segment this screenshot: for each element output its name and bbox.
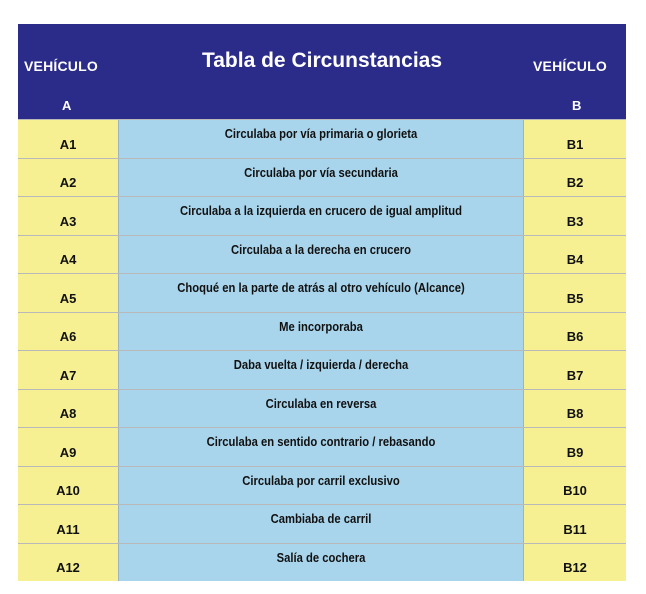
circumstance-text: Cambiaba de carril	[270, 512, 372, 526]
vehicle-a-code-cell	[18, 274, 118, 312]
vehicle-b-code-cell	[524, 351, 626, 389]
vehicle-b-code-cell	[524, 544, 626, 582]
vehicle-b-code: B11	[563, 521, 587, 537]
table-row	[18, 158, 626, 197]
vehicle-b-code: B7	[566, 367, 584, 383]
vehicle-b-letter: B	[572, 98, 582, 113]
vehicle-b-code: B3	[566, 213, 584, 229]
vehicle-b-code-cell	[524, 159, 626, 197]
vehicle-b-header: VEHÍCULO	[533, 58, 607, 74]
circumstance-cell	[118, 236, 524, 274]
circumstance-text: Me incorporaba	[279, 319, 363, 334]
vehicle-b-code-cell	[524, 467, 626, 505]
table-body	[18, 119, 626, 581]
circumstance-text: Circulaba por vía primaria o glorieta	[224, 127, 418, 141]
vehicle-b-code-cell	[524, 236, 626, 274]
table-row	[18, 466, 626, 505]
vehicle-a-code: A5	[59, 290, 77, 306]
vehicle-a-code: A4	[59, 252, 77, 267]
circumstance-cell	[118, 390, 524, 428]
vehicle-a-code: A10	[56, 483, 80, 498]
circumstance-cell	[118, 197, 524, 235]
circumstance-text: Circulaba a la izquierda en crucero de igual amplitud	[180, 204, 462, 218]
circumstance-text: Salía de cochera	[276, 550, 366, 565]
circumstance-cell	[118, 351, 524, 389]
vehicle-a-code-cell	[18, 313, 118, 351]
table-row	[18, 273, 626, 312]
circumstance-text: Circulaba por carril exclusivo	[242, 473, 400, 488]
vehicle-b-code: B1	[566, 136, 584, 152]
table-row	[18, 543, 626, 582]
circumstance-cell	[118, 467, 524, 505]
vehicle-a-code: A9	[59, 444, 77, 460]
circumstance-text: Circulaba en reversa	[265, 396, 377, 411]
table-row	[18, 119, 626, 158]
vehicle-b-code: B5	[566, 290, 584, 306]
vehicle-b-code: B4	[566, 252, 584, 267]
circumstance-cell	[118, 274, 524, 312]
circumstance-cell	[118, 428, 524, 466]
table-row	[18, 504, 626, 543]
table-header	[18, 24, 626, 119]
vehicle-b-code-cell	[524, 428, 626, 466]
vehicle-a-code-cell	[18, 544, 118, 582]
circumstance-cell	[118, 544, 524, 582]
vehicle-a-code: A1	[59, 136, 77, 152]
circumstance-text: Circulaba a la derecha en crucero	[230, 242, 412, 257]
vehicle-a-code-cell	[18, 236, 118, 274]
table-row	[18, 389, 626, 428]
vehicle-b-code-cell	[524, 120, 626, 158]
vehicle-a-code-cell	[18, 428, 118, 466]
table-row	[18, 196, 626, 235]
circumstance-cell	[118, 120, 524, 158]
vehicle-b-code-cell	[524, 197, 626, 235]
vehicle-a-code-cell	[18, 159, 118, 197]
vehicle-a-code-cell	[18, 120, 118, 158]
circumstance-text: Circulaba por vía secundaria	[244, 165, 398, 180]
table-row	[18, 235, 626, 274]
vehicle-b-code-cell	[524, 274, 626, 312]
table-row	[18, 312, 626, 351]
vehicle-a-code: A2	[59, 175, 77, 190]
circumstance-text: Daba vuelta / izquierda / derecha	[233, 358, 409, 372]
circumstance-cell	[118, 159, 524, 197]
table-title: Tabla de Circunstancias	[201, 49, 443, 72]
vehicle-a-code: A6	[59, 329, 77, 344]
vehicle-b-code-cell	[524, 313, 626, 351]
vehicle-a-code-cell	[18, 505, 118, 543]
circumstances-table	[18, 24, 626, 594]
vehicle-a-code: A3	[59, 213, 77, 229]
vehicle-a-header: VEHÍCULO	[24, 58, 98, 74]
circumstance-cell	[118, 313, 524, 351]
vehicle-a-code: A12	[56, 560, 80, 575]
circumstance-cell	[118, 505, 524, 543]
vehicle-b-code-cell	[524, 390, 626, 428]
circumstance-text: Choqué en la parte de atrás al otro vehículo (Alcance)	[177, 281, 465, 295]
vehicle-a-code-cell	[18, 467, 118, 505]
table-row	[18, 427, 626, 466]
circumstance-text: Circulaba en sentido contrario / rebasando	[206, 435, 436, 449]
vehicle-b-code: B9	[566, 444, 584, 460]
vehicle-b-code: B2	[566, 175, 584, 190]
table-row	[18, 350, 626, 389]
vehicle-a-code-cell	[18, 390, 118, 428]
vehicle-b-code: B6	[566, 329, 584, 344]
vehicle-a-code: A11	[56, 521, 80, 537]
vehicle-b-code: B8	[566, 406, 584, 421]
vehicle-a-code-cell	[18, 197, 118, 235]
vehicle-a-code: A7	[59, 367, 77, 383]
vehicle-b-code-cell	[524, 505, 626, 543]
vehicle-a-code: A8	[59, 406, 77, 421]
vehicle-a-code-cell	[18, 351, 118, 389]
vehicle-b-code: B10	[563, 483, 587, 498]
vehicle-b-code: B12	[563, 560, 587, 575]
vehicle-a-letter: A	[62, 98, 72, 113]
